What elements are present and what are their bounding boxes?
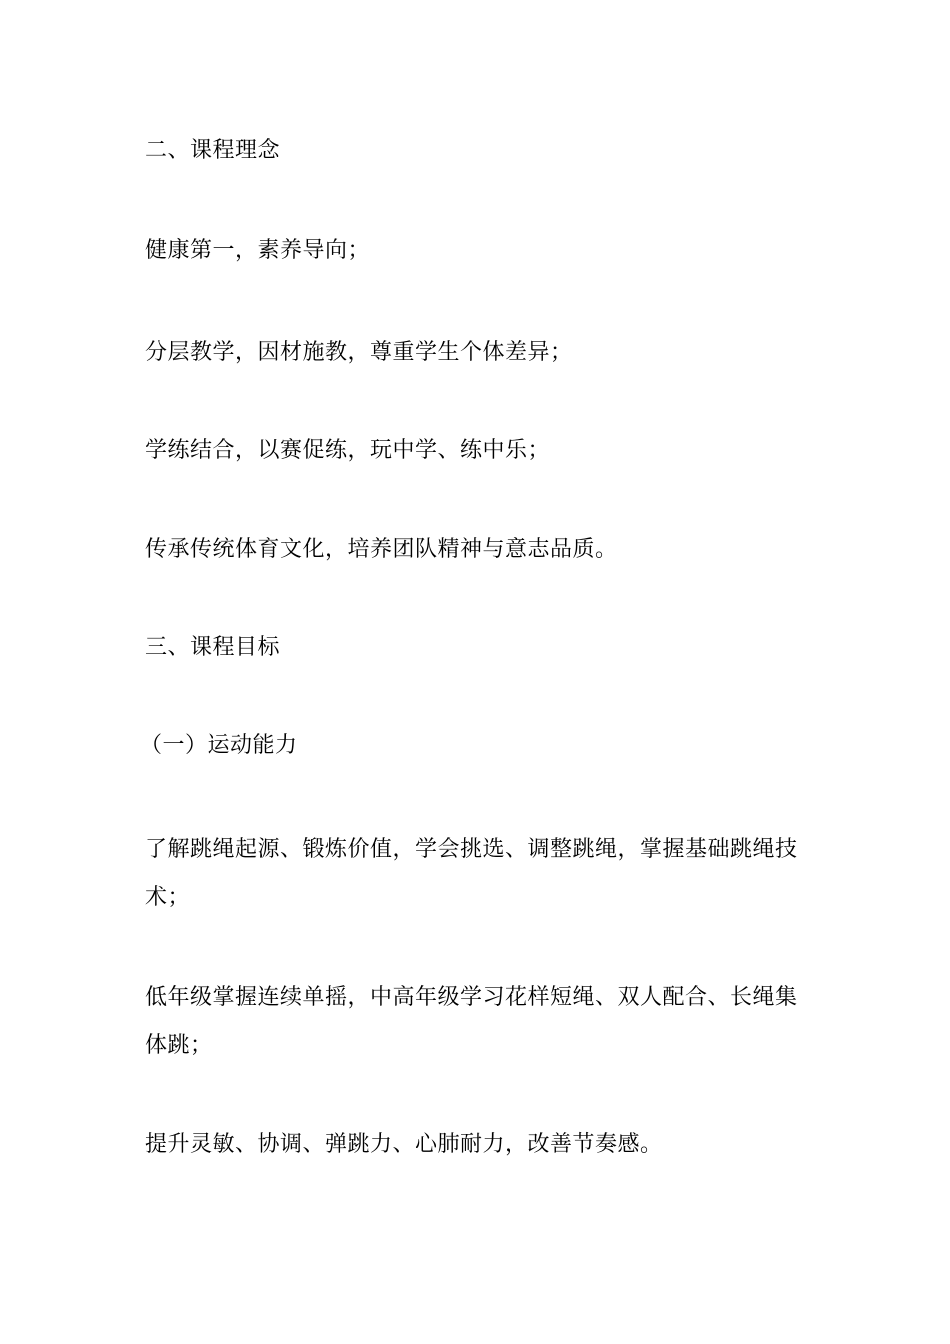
principle-item-4: 传承传统体育文化，培养团队精神与意志品质。 <box>145 537 618 562</box>
subsection-heading-motor-ability: （一）运动能力 <box>140 733 298 758</box>
section-heading-course-philosophy: 二、课程理念 <box>145 138 281 163</box>
section-heading-course-goals: 三、课程目标 <box>145 635 281 660</box>
principle-item-3: 学练结合，以赛促练，玩中学、练中乐； <box>145 438 551 463</box>
goal-item-2-line-1: 低年级掌握连续单摇，中高年级学习花样短绳、双人配合、长绳集 <box>145 985 798 1010</box>
principle-item-2: 分层教学，因材施教，尊重学生个体差异； <box>145 340 573 365</box>
goal-item-3-line-1: 提升灵敏、协调、弹跳力、心肺耐力，改善节奏感。 <box>145 1132 663 1157</box>
goal-item-1-line-1: 了解跳绳起源、锻炼价值，学会挑选、调整跳绳，掌握基础跳绳技 <box>145 837 798 862</box>
goal-item-2-line-2: 体跳； <box>145 1033 213 1058</box>
goal-item-1-line-2: 术； <box>145 885 191 910</box>
principle-item-1: 健康第一，素养导向； <box>145 238 371 263</box>
